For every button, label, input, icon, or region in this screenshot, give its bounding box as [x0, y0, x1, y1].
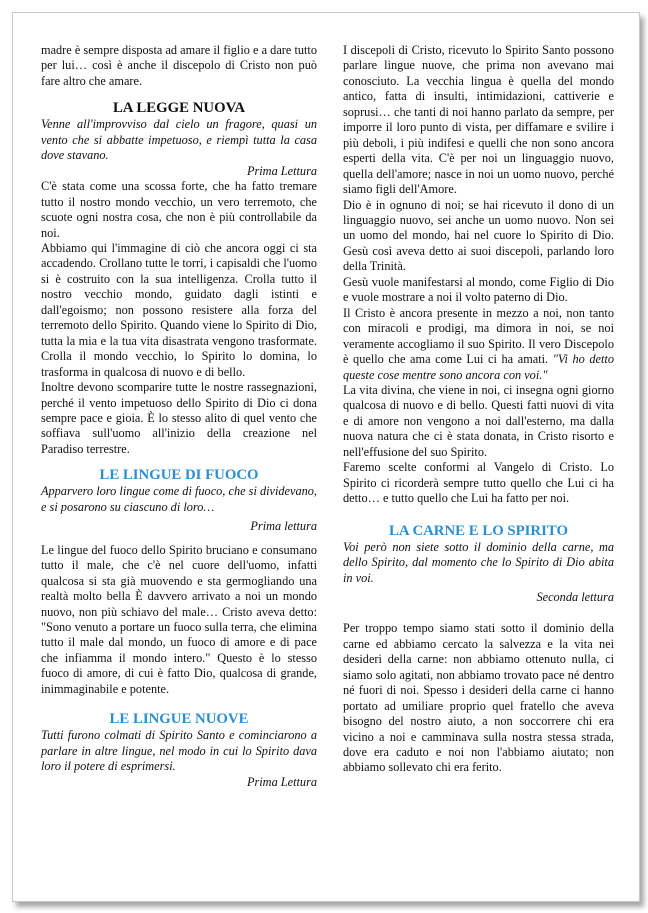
body-paragraph: Per troppo tempo siamo stati sotto il dominio della carne ed abbiamo cercato la salvezza e la vita nei desideri della carne: non abbiamo ottenuto nulla, ci siamo solo agitati, non abbiamo trovato pace né dentro né fuori di noi. Spesso i desideri della carne ci hanno portato ad umiliare proprio quel fratello che aveva bisogno del nostro aiuto, a non soccorrere chi era vicino a noi e camminava sulla nostra stessa strada, dove era caduto e noi non l'abbiamo aiutato; non abbiamo sollevato chi era ferito.: [343, 621, 614, 775]
body-paragraph: C'è stata come una scossa forte, che ha fatto tremare tutto il nostro mondo vecchio, un vero terremoto, che scuote ogni nostra cosa, che non è più controllabile da noi.: [41, 179, 317, 240]
reading-reference: Seconda lettura: [536, 589, 614, 604]
section-title-lingue-di-fuoco: LE LINGUE DI FUOCO: [99, 467, 259, 484]
section-quote: Apparvero loro lingue come di fuoco, che si dividevano, e si posarono su ciascuno di loro…: [41, 484, 317, 514]
section-quote: Voi però non siete sotto il dominio della carne, ma dello Spirito, dal momento che lo Spirito di Dio abita in voi.: [343, 539, 614, 585]
section-quote: Venne all'improvviso dal cielo un fragore, quasi un vento che si abbatte impetuoso, e riempì tutta la casa dove stavano.: [41, 117, 317, 163]
body-text: Il Cristo è ancora presente in mezzo a noi, non tanto con miracoli e prodigi, ma dimora in noi, se noi veramente accogliamo il suo Spirito. Il vero Discepolo è quello che ama come Lui ci ha amati.: [343, 305, 614, 367]
section-title-carne-e-spirito: LA CARNE E LO SPIRITO: [389, 522, 568, 539]
body-paragraph: [343, 306, 614, 383]
body-paragraph: Dio è in ognuno di noi; se hai ricevuto il dono di un linguaggio nuovo, sei anche un uomo nuovo. Non sei un uomo del mondo, hai nel cuore lo Spirito di Dio. Gesù così aveva detto ai suoi discepoli, parlando loro della Trinità.: [343, 197, 614, 274]
body-paragraph: La vita divina, che viene in noi, ci insegna ogni giorno qualcosa di nuovo e di bello. Questi fatti nuovi di vita e di amore non vengono a noi dall'esterno, ma dalla nuova natura che ci è stata donata, in Cristo risorto e nell'effusione del suo Spirito.: [343, 382, 614, 459]
body-paragraph: Inoltre devono scomparire tutte le nostre rassegnazioni, perché il vento impetuoso dello Spirito di Dio ci dona sempre pace e gioia. È lo stesso alito di quel vento che soffiava sull'uomo all'inizio della creazione nel Paradiso terrestre.: [41, 380, 317, 456]
inline-quote: "Vi ho detto queste cose mentre sono ancora con voi.": [343, 352, 615, 382]
section-title-legge-nuova: LA LEGGE NUOVA: [112, 100, 246, 117]
document-page: [12, 12, 640, 902]
section-quote: Tutti furono colmati di Spirito Santo e cominciarono a parlare in altre lingue, nel modo in cui lo Spirito dava loro il potere di esprimersi.: [41, 728, 317, 774]
reading-reference: Prima Lettura: [246, 163, 317, 178]
reading-reference: Prima lettura: [250, 519, 317, 534]
body-paragraph: Le lingue del fuoco dello Spirito bruciano e consumano tutto il male, che c'è nel cuore dell'uomo, infatti qualcosa si sta già muovendo e sta germogliando una realtà molto bella È davvero arrivato a noi un mondo nuovo, non più schiavo del male… Cristo aveva detto: "Sono venuto a portare un fuoco sulla terra, che elimina tutto il male dal mondo, un fuoco di amore e di pace che infiamma il mondo intero." Questo è lo stesso fuoco di amore, di cui è fatto Dio, qualcosa di grande, inimmaginabile e potente.: [41, 542, 317, 696]
left-column: [41, 43, 317, 790]
right-column: [343, 43, 614, 776]
section-title-lingue-nuove: LE LINGUE NUOVE: [109, 711, 249, 728]
body-paragraph: Abbiamo qui l'immagine di ciò che ancora oggi ci sta accadendo. Crollano tutte le torri, i capisaldi che l'uomo si è costruito con la sua intelligenza. Crolla tutto il nostro vecchio mondo, guidato dagli istinti e dall'egoismo; non possono resistere alla forza del terremoto dello Spirito. Quando viene lo Spirito di Dio, tutta la mia e la tua vita disastrata vengono trasformate. Crolla il mondo vecchio, lo Spirito lo domina, lo trasforma in qualcosa di nuovo e di bello.: [41, 240, 317, 379]
body-paragraph: Gesù vuole manifestarsi al mondo, come Figlio di Dio e vuole mostrare a noi il volto paterno di Dio.: [343, 274, 614, 305]
body-paragraph: I discepoli di Cristo, ricevuto lo Spirito Santo possono parlare lingue nuove, che prima non avevano mai conosciuto. La vecchia lingua è quella del mondo antico, fatta di insulti, intimidazioni, cattiverie e soprusi… che tanti di noi hanno parlato da sempre, per imporre il loro punto di vista, per diffamare e svilire i più deboli, i più indifesi e quelli che non sono ancora esperti della vita. C'è per noi un linguaggio nuovo, quella dell'amore; nasce in noi un uomo nuovo, perché siamo figli dell'Amore.: [343, 43, 614, 197]
reading-reference: Prima Lettura: [246, 774, 317, 789]
intro-paragraph: madre è sempre disposta ad amare il figlio e a dare tutto per lui… così è anche il discepolo di Cristo non può fare altro che amare.: [41, 43, 317, 88]
body-paragraph: Faremo scelte conformi al Vangelo di Cristo. Lo Spirito ci ricorderà sempre tutto quello che Lui ci ha detto… e tutto quello che Lui ha fatto per noi.: [343, 460, 614, 506]
